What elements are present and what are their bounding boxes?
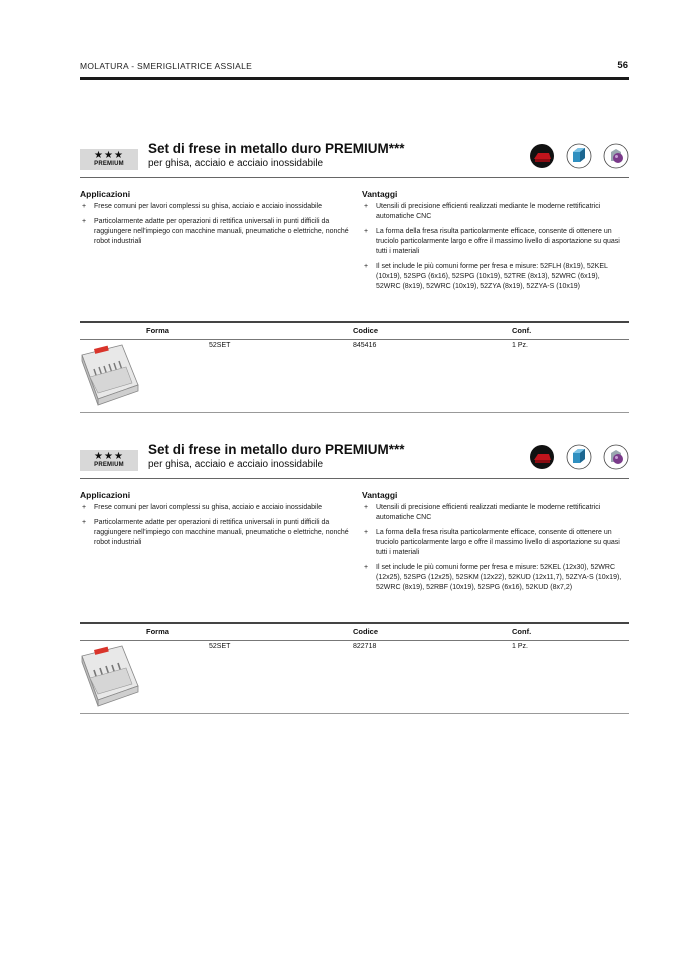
product-bottom-rule xyxy=(80,713,629,714)
table-header xyxy=(80,321,629,340)
badge-label: PREMIUM xyxy=(94,462,124,468)
badge-label: PREMIUM xyxy=(94,161,124,167)
col-forma: Forma xyxy=(146,326,169,335)
product-bottom-rule xyxy=(80,412,629,413)
row-codice: 822718 xyxy=(353,643,377,650)
list-item: + Particolarmente adatte per operazioni di rettifica universali in punti difficili da raggiungere nell'impiego con macchine manuali, pneumatiche o elettriche, nonché robot industriali xyxy=(82,519,349,546)
applicazioni-heading: Applicazioni xyxy=(80,189,131,199)
page-number: 56 xyxy=(617,60,628,71)
stainless-steel-icon xyxy=(603,143,629,169)
list-item: + La forma della fresa risulta particolarmente efficace, consente di ottenere un truciolo particolarmente largo e offre il massimo livello di asportazione su quasi tutti i materiali xyxy=(364,529,620,556)
row-forma: 52SET xyxy=(209,643,231,650)
material-icons xyxy=(529,143,629,171)
product-subtitle: per ghisa, acciaio e acciaio inossidabile xyxy=(148,459,324,470)
applicazioni-column xyxy=(80,490,352,553)
row-codice: 845416 xyxy=(353,342,377,349)
row-forma: 52SET xyxy=(209,342,231,349)
plus-icon: + xyxy=(82,203,87,210)
vantaggi-column xyxy=(362,189,626,297)
row-conf: 1 Pz. xyxy=(512,643,528,650)
product-image-drill-set xyxy=(80,642,140,710)
col-conf: Conf. xyxy=(512,326,532,335)
badge-stars: ★★★ xyxy=(94,150,124,161)
list-item: + Utensili di precisione efficienti realizzati mediante le moderne rettificatrici automatiche CNC xyxy=(364,504,601,521)
list-item: + Frese comuni per lavori complessi su ghisa, acciaio e acciaio inossidabile xyxy=(82,504,322,511)
cast-iron-icon xyxy=(529,143,555,169)
plus-icon: + xyxy=(82,504,87,511)
plus-icon: + xyxy=(82,519,87,526)
applicazioni-heading: Applicazioni xyxy=(80,490,131,500)
steel-icon xyxy=(566,444,592,470)
plus-icon: + xyxy=(364,504,369,511)
list-item: + Il set include le più comuni forme per fresa e misure: 52KEL (12x30), 52WRC (12x25), 52SPG (12x25), 52SKM (12x22), 52KUD (12x11,7), 52ZYA-S (10x19), 52WRC (8x19), 52RBF (10x19), 52SPG (6x16), 52KUD (8x7,2) xyxy=(364,564,622,591)
product-image-drill-set xyxy=(80,341,140,409)
cast-iron-icon xyxy=(529,444,555,470)
row-conf: 1 Pz. xyxy=(512,342,528,349)
plus-icon: + xyxy=(364,203,369,210)
plus-icon: + xyxy=(364,263,369,270)
plus-icon: + xyxy=(82,218,87,225)
col-conf: Conf. xyxy=(512,627,532,636)
premium-badge xyxy=(80,450,138,471)
list-item: + Particolarmente adatte per operazioni di rettifica universali in punti difficili da raggiungere nell'impiego con macchine manuali, pneumatiche o elettriche, nonché robot industriali xyxy=(82,218,349,245)
plus-icon: + xyxy=(364,529,369,536)
applicazioni-column xyxy=(80,189,352,252)
title-rule xyxy=(80,177,629,178)
product-subtitle: per ghisa, acciaio e acciaio inossidabile xyxy=(148,158,324,169)
table-header xyxy=(80,622,629,641)
col-forma: Forma xyxy=(146,627,169,636)
section-title: MOLATURA - SMERIGLIATRICE ASSIALE xyxy=(80,61,253,71)
vantaggi-heading: Vantaggi xyxy=(362,490,398,500)
list-item: + Frese comuni per lavori complessi su ghisa, acciaio e acciaio inossidabile xyxy=(82,203,322,210)
header-rule xyxy=(80,77,629,80)
list-item: + Il set include le più comuni forme per fresa e misure: 52FLH (8x19), 52KEL (10x19), 52SPG (6x16), 52SPG (10x19), 52TRE (8x13), 52WRC (6x19), 52WRC (8x19), 52WRC (10x19), 52ZYA (8x19), 52ZYA-S (10x19) xyxy=(364,263,608,290)
product-title: Set di frese in metallo duro PREMIUM*** xyxy=(148,442,405,457)
vantaggi-heading: Vantaggi xyxy=(362,189,398,199)
title-rule xyxy=(80,478,629,479)
stainless-steel-icon xyxy=(603,444,629,470)
steel-icon xyxy=(566,143,592,169)
vantaggi-column xyxy=(362,490,626,598)
badge-stars: ★★★ xyxy=(94,451,124,462)
list-item: + La forma della fresa risulta particolarmente efficace, consente di ottenere un truciolo particolarmente largo e offre il massimo livello di asportazione su quasi tutti i materiali xyxy=(364,228,620,255)
premium-badge xyxy=(80,149,138,170)
col-codice: Codice xyxy=(353,326,379,335)
col-codice: Codice xyxy=(353,627,379,636)
list-item: + Utensili di precisione efficienti realizzati mediante le moderne rettificatrici automatiche CNC xyxy=(364,203,601,220)
product-block xyxy=(80,442,629,715)
material-icons xyxy=(529,444,629,472)
plus-icon: + xyxy=(364,564,369,571)
plus-icon: + xyxy=(364,228,369,235)
product-title: Set di frese in metallo duro PREMIUM*** xyxy=(148,141,405,156)
product-block xyxy=(80,141,629,413)
